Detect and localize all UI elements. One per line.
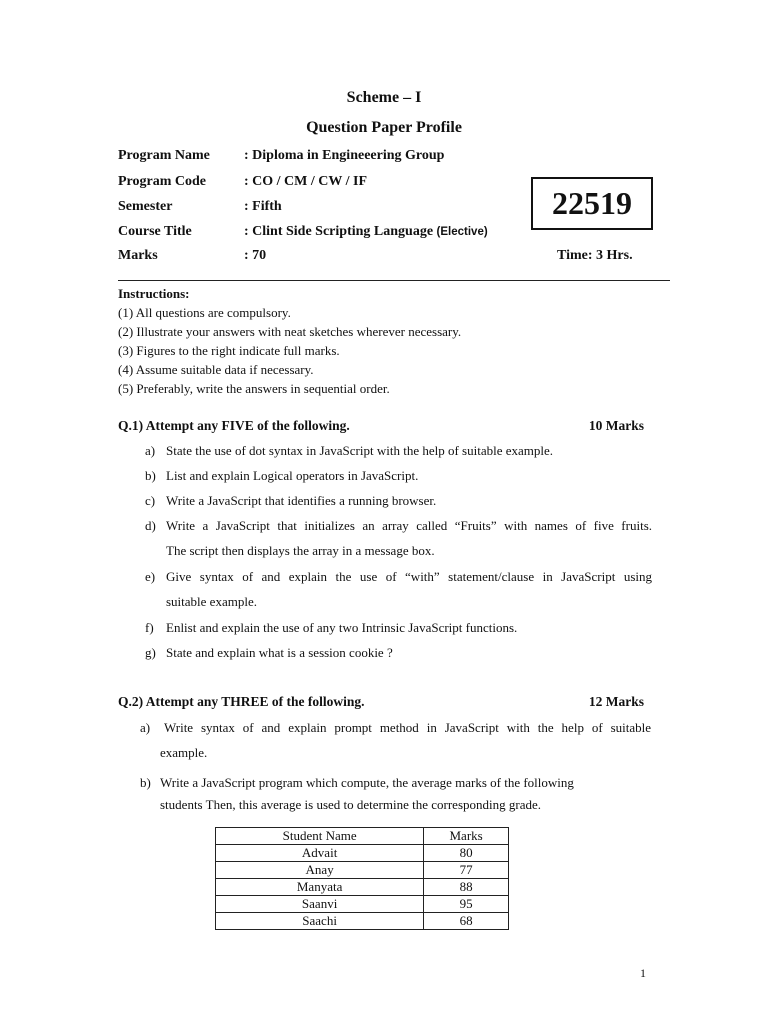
- q1-item-text-continued: suitable example.: [166, 594, 257, 609]
- marks-cell: 95: [424, 896, 509, 913]
- semester-label: Semester: [118, 199, 173, 214]
- table-row: [216, 879, 509, 896]
- time-value: Time: 3 Hrs.: [557, 248, 633, 263]
- student-name-cell: Manyata: [216, 879, 424, 896]
- divider: [118, 280, 670, 281]
- student-name-cell: Saachi: [216, 913, 424, 930]
- table-row: [216, 896, 509, 913]
- course-title-text: : Clint Side Scripting Language: [244, 224, 434, 239]
- instruction-item: (4) Assume suitable data if necessary.: [118, 362, 314, 377]
- page-title: Question Paper Profile: [306, 119, 462, 136]
- elective-tag: (Elective): [436, 226, 488, 238]
- program-name-value: : Diploma in Engineeering Group: [244, 148, 445, 163]
- marks-value: : 70: [244, 248, 267, 263]
- program-code-value: : CO / CM / CW / IF: [244, 174, 368, 189]
- student-marks-table: [215, 827, 509, 930]
- q1-marks: 10 Marks: [588, 418, 644, 433]
- q1-item-text: Enlist and explain the use of any two Intrinsic JavaScript functions.: [166, 620, 518, 635]
- course-title-label: Course Title: [118, 224, 192, 239]
- q1-item-label: d): [145, 518, 156, 533]
- instruction-item: (1) All questions are compulsory.: [118, 305, 291, 320]
- scheme-title: Scheme – I: [346, 89, 422, 106]
- program-name-label: Program Name: [118, 148, 210, 163]
- q2-marks: 12 Marks: [588, 694, 644, 709]
- q1-item-text: Give syntax of and explain the use of “with” statement/clause in JavaScript using: [166, 569, 652, 584]
- q1-item-label: e): [145, 569, 156, 584]
- student-name-cell: Advait: [216, 845, 424, 862]
- course-code-box: 22519: [531, 177, 653, 230]
- q1-item-text: State the use of dot syntax in JavaScript with the help of suitable example.: [166, 443, 554, 458]
- marks-cell: 80: [424, 845, 509, 862]
- q2-item-text-continued: example.: [160, 745, 208, 760]
- q1-item-label: c): [145, 493, 156, 508]
- q1-item-label: f): [145, 620, 154, 635]
- q2-item-text: Write a JavaScript program which compute, the average marks of the following: [160, 775, 574, 790]
- table-row: [216, 845, 509, 862]
- q2-item-text: Write syntax of and explain prompt method in JavaScript with the help of suitable: [164, 720, 651, 735]
- q1-item-text-continued: The script then displays the array in a message box.: [166, 543, 435, 558]
- q1-item-text: Write a JavaScript that initializes an array called “Fruits” with names of five fruits.: [166, 518, 652, 533]
- q2-item-label: b): [140, 775, 151, 790]
- table-row: [216, 862, 509, 879]
- q1-item-text: State and explain what is a session cookie ?: [166, 645, 393, 660]
- course-title-value: [244, 224, 488, 240]
- column-header-marks: Marks: [424, 828, 509, 845]
- instruction-item: (2) Illustrate your answers with neat sketches wherever necessary.: [118, 324, 462, 339]
- table-header-row: [216, 828, 509, 845]
- instruction-item: (3) Figures to the right indicate full marks.: [118, 343, 340, 358]
- q2-item-text-continued: students Then, this average is used to determine the corresponding grade.: [160, 797, 541, 812]
- q1-item-label: g): [145, 645, 156, 660]
- student-name-cell: Saanvi: [216, 896, 424, 913]
- student-name-cell: Anay: [216, 862, 424, 879]
- q1-item-text: Write a JavaScript that identifies a running browser.: [166, 493, 437, 508]
- q1-item-label: a): [145, 443, 156, 458]
- instruction-item: (5) Preferably, write the answers in sequential order.: [118, 381, 390, 396]
- marks-cell: 77: [424, 862, 509, 879]
- table-row: [216, 913, 509, 930]
- page-number: 1: [640, 966, 646, 980]
- marks-label: Marks: [118, 248, 158, 263]
- q2-heading: Q.2) Attempt any THREE of the following.: [118, 694, 365, 709]
- q1-heading: Q.1) Attempt any FIVE of the following.: [118, 418, 350, 433]
- q1-item-label: b): [145, 468, 156, 483]
- marks-cell: 88: [424, 879, 509, 896]
- program-code-label: Program Code: [118, 174, 206, 189]
- semester-value: : Fifth: [244, 199, 282, 214]
- q2-item-label: a): [140, 720, 151, 735]
- instructions-heading: Instructions:: [118, 286, 190, 301]
- marks-cell: 68: [424, 913, 509, 930]
- column-header-student-name: Student Name: [216, 828, 424, 845]
- q1-item-text: List and explain Logical operators in JavaScript.: [166, 468, 419, 483]
